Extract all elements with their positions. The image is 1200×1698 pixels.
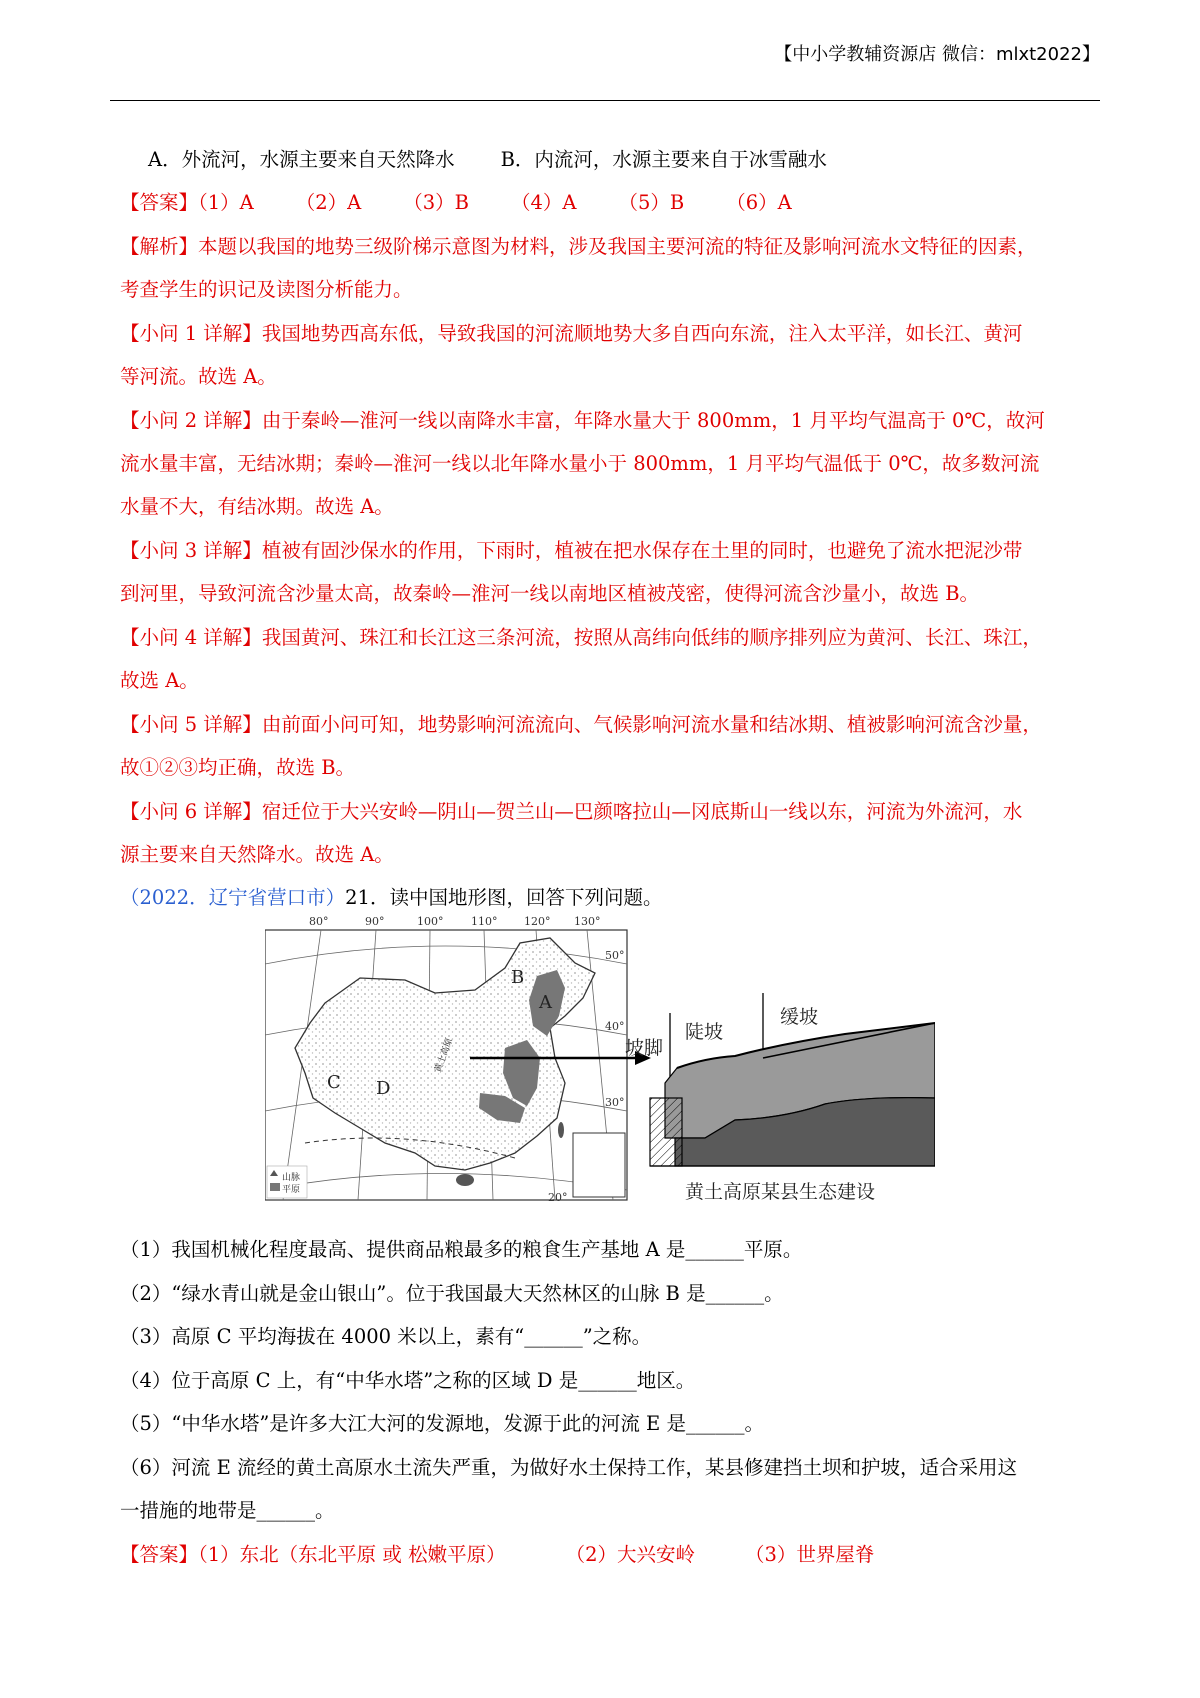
q1-text: 我国地势西高东低，导致我国的河流顺地势大多自西向东流，注入太平洋，如长江、黄河 [261,322,1023,345]
q4-line-1 [120,628,1042,648]
profile-label-steep: 陡坡 [685,1021,724,1043]
answer-item: （2）大兴安岭 [565,1543,695,1566]
q4-label: 【小问 4 详解】 [120,626,262,649]
answer-item: （3）世界屋脊 [745,1543,875,1566]
subquestion-6: （6）河流 E 流经的黄土高原水土流失严重，为做好水土保持工作，某县修建挡土坝和护坡，适合采用这 [120,1456,1018,1479]
q5-text: 由前面小问可知，地势影响河流流向、气候影响河流水量和结冰期、植被影响河流含沙量， [261,713,1042,736]
answer-item: （1）A [198,191,254,214]
answer-label: 【答案】 [120,1543,199,1566]
figure-caption: 黄土高原某县生态建设 [685,1181,876,1203]
profile-label-foot: 坡脚 [625,1037,664,1059]
options-line [148,150,827,170]
option-b: B．内流河，水源主要来自于冰雪融水 [500,148,827,171]
answer-item: （6）A [726,191,792,214]
map-label-b: B [511,967,525,988]
q2-line-1 [120,411,1045,431]
q3-text: 植被有固沙保水的作用，下雨时，植被在把水保存在土里的同时，也避免了流水把泥沙带 [261,539,1023,562]
answer-item: （5）B [618,191,685,214]
answer-item: （2）A [295,191,362,214]
legend-plain: 平原 [282,1185,301,1195]
q5-label: 【小问 5 详解】 [120,713,262,736]
lat-label: 50° [605,949,625,962]
lat-label: 20° [548,1191,568,1204]
subquestion-5: （5）“中华水塔”是许多大江大河的发源地，发源于此的河流 E 是______。 [120,1412,764,1435]
analysis-label: 【解析】 [120,235,199,258]
answer-line-1 [120,193,792,213]
answer-item: （4）A [511,191,577,214]
profile-label-gentle: 缓坡 [780,1006,819,1028]
option-a: A．外流河，水源主要来自天然降水 [148,148,455,171]
lat-label: 30° [605,1096,625,1109]
q4-line-2: 故选 A。 [120,669,199,692]
q3-line-1 [120,541,1022,561]
lon-label: 90° [365,915,385,928]
q1-line-2: 等河流。故选 A。 [120,365,277,388]
q6-text: 宿迁位于大兴安岭—阴山—贺兰山—巴颜喀拉山—冈底斯山一线以东，河流为外流河，水 [261,800,1023,823]
header-rule [110,100,1100,101]
q1-line-1 [120,324,1022,344]
q2-line-3: 水量不大，有结冰期。故选 A。 [120,495,394,518]
q2-label: 【小问 2 详解】 [120,409,262,432]
legend-mountain: 山脉 [282,1173,301,1183]
analysis-line-1 [120,237,1037,257]
figure-map-and-profile [265,908,935,1204]
subquestion-4: （4）位于高原 C 上，有“中华水塔”之称的区域 D 是______地区。 [120,1369,696,1392]
q6-line-2: 源主要来自天然降水。故选 A。 [120,843,394,866]
question-21-stem [120,888,662,908]
answer-item: （1）东北（东北平原 或 松嫩平原） [198,1543,506,1566]
q5-line-2: 故①②③均正确，故选 B。 [120,756,356,779]
answer-item: （3）B [403,191,470,214]
q4-text: 我国黄河、珠江和长江这三条河流，按照从高纬向低纬的顺序排列应为黄河、长江、珠江， [261,626,1042,649]
q2-line-2: 流水量丰富，无结冰期；秦岭—淮河一线以北年降水量小于 800mm，1 月平均气温低于 0℃，故多数河流 [120,452,1040,475]
map-label-d: D [376,1078,391,1099]
q3-label: 【小问 3 详解】 [120,539,262,562]
lon-label: 130° [574,915,601,928]
question-source: （2022．辽宁省营口市） [120,886,346,909]
q2-text: 由于秦岭—淮河一线以南降水丰富，年降水量大于 800mm，1 月平均气温高于 0℃，故河 [261,409,1045,432]
subquestion-3: （3）高原 C 平均海拔在 4000 米以上，素有“______”之称。 [120,1325,652,1348]
subquestion-6-cont: 一措施的地带是______。 [120,1499,335,1522]
lon-label: 100° [417,915,444,928]
map-label-a: A [539,992,552,1013]
map-label-c: C [327,1072,341,1093]
q5-line-1 [120,715,1042,735]
question-stem: 21．读中国地形图，回答下列问题。 [345,886,663,909]
q3-line-2: 到河里，导致河流含沙量太高，故秦岭—淮河一线以南地区植被茂密，使得河流含沙量小，故选 B。 [120,582,980,605]
page-header: 【中小学教辅资源店 微信：mlxt2022】 [774,44,1100,65]
q1-label: 【小问 1 详解】 [120,322,262,345]
q6-line-1 [120,802,1022,822]
answer-label: 【答案】 [120,191,199,214]
answer-line-2 [120,1545,874,1565]
china-terrain-map [265,930,651,1200]
q6-label: 【小问 6 详解】 [120,800,262,823]
analysis-line-2: 考查学生的识记及读图分析能力。 [120,278,413,301]
analysis-text: 本题以我国的地势三级阶梯示意图为材料，涉及我国主要河流的特征及影响河流水文特征的因素， [198,235,1037,258]
lat-label: 40° [605,1020,625,1033]
lon-label: 80° [309,915,329,928]
subquestion-2: （2）“绿水青山就是金山银山”。位于我国最大天然林区的山脉 B 是______。 [120,1282,784,1305]
lon-label: 110° [471,915,498,928]
lon-label: 120° [524,915,551,928]
map-label-loess-plateau: 黄土高原 [433,1036,456,1075]
subquestion-1: （1）我国机械化程度最高、提供商品粮最多的粮食生产基地 A 是______平原。 [120,1238,803,1261]
